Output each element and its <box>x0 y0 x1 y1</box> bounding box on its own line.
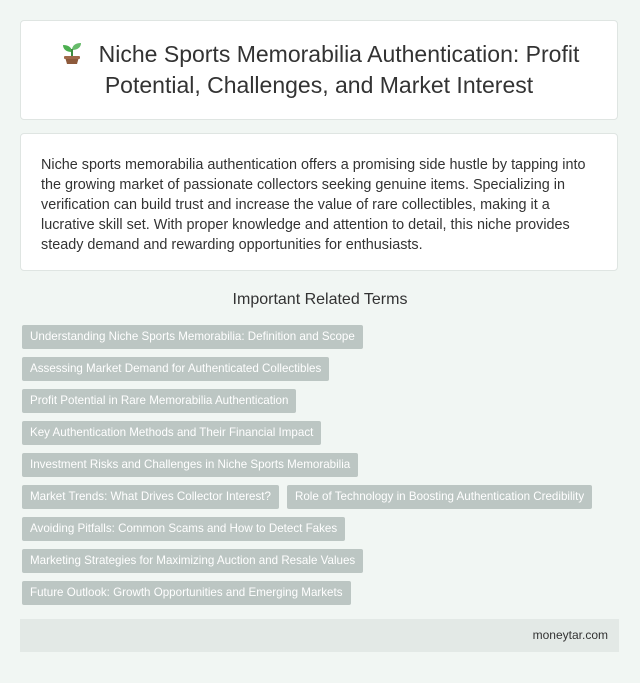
footer <box>20 619 619 652</box>
related-term-tag[interactable]: Future Outlook: Growth Opportunities and Emerging Markets <box>22 581 351 605</box>
related-term-tag[interactable]: Key Authentication Methods and Their Financial Impact <box>22 421 321 445</box>
intro-text: Niche sports memorabilia authentication offers a promising side hustle by tapping into the growing market of passionate collectors seeking genuine items. Specializing in verification can build trust and increase the value of rare collectibles, making it a lucrative skill set. With proper knowledge and attention to detail, this niche provides steady demand and rewarding opportunities for enthusiasts. <box>41 157 586 253</box>
title-card <box>20 20 618 120</box>
related-term-tag[interactable]: Avoiding Pitfalls: Common Scams and How to Detect Fakes <box>22 517 345 541</box>
related-term-tag[interactable]: Profit Potential in Rare Memorabilia Authentication <box>22 389 296 413</box>
related-term-tag[interactable]: Assessing Market Demand for Authenticated Collectibles <box>22 357 329 381</box>
related-terms-list <box>22 325 622 613</box>
page-title <box>51 39 587 101</box>
related-term-tag[interactable]: Role of Technology in Boosting Authentication Credibility <box>287 485 592 509</box>
related-term-tag[interactable]: Market Trends: What Drives Collector Interest? <box>22 485 279 509</box>
page-title-text: Niche Sports Memorabilia Authentication: Profit Potential, Challenges, and Market Interest <box>98 41 580 98</box>
related-term-tag[interactable]: Understanding Niche Sports Memorabilia: Definition and Scope <box>22 325 363 349</box>
footer-site-link[interactable]: moneytar.com <box>532 628 608 642</box>
related-term-tag[interactable]: Investment Risks and Challenges in Niche Sports Memorabilia <box>22 453 358 477</box>
intro-card <box>20 133 618 271</box>
sprout-icon <box>59 41 85 65</box>
related-terms-heading: Important Related Terms <box>232 291 408 308</box>
related-term-tag[interactable]: Marketing Strategies for Maximizing Auction and Resale Values <box>22 549 363 573</box>
